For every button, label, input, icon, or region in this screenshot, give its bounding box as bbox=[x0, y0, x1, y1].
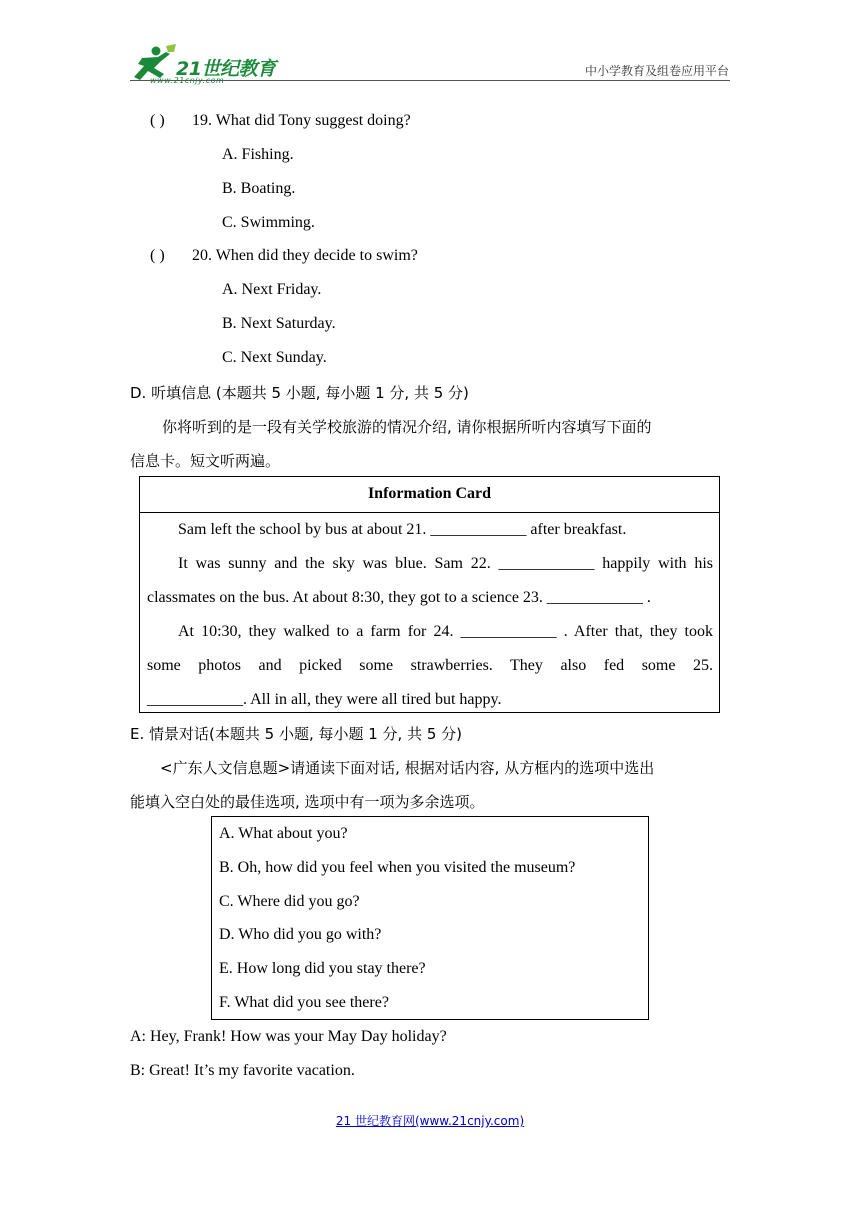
option-item: C. Where did you go? bbox=[219, 892, 360, 910]
answer-paren[interactable]: ( ) bbox=[150, 112, 165, 129]
logo-url: www.21cnjy.com bbox=[150, 76, 225, 85]
dialogue-line: B: Great! It’s my favorite vacation. bbox=[130, 1062, 355, 1079]
option-item: A. What about you? bbox=[219, 825, 348, 842]
option-item: B. Boating. bbox=[222, 180, 296, 197]
options-box bbox=[211, 816, 649, 1020]
answer-paren[interactable]: ( ) bbox=[150, 247, 165, 264]
card-line: At 10:30, they walked to a farm for 24. ____________ . After that, they took bbox=[178, 623, 713, 640]
header-divider bbox=[130, 80, 730, 81]
option-item: D. Who did you go with? bbox=[219, 926, 382, 944]
card-line: Sam left the school by bus at about 21. ____________ after breakfast. bbox=[178, 521, 627, 538]
logo-text: 21世纪教育 bbox=[176, 58, 276, 80]
logo bbox=[128, 44, 298, 88]
option-item: E. How long did you stay there? bbox=[219, 960, 426, 978]
dialogue-line: A: Hey, Frank! How was your May Day holiday? bbox=[130, 1028, 447, 1045]
footer-link[interactable]: 21 世纪教育网(www.21cnjy.com) bbox=[335, 1114, 525, 1128]
option-item: C. Next Sunday. bbox=[222, 349, 327, 366]
option-item: B. Oh, how did you feel when you visited the museum? bbox=[219, 858, 576, 876]
question-stem: 20. When did they decide to swim? bbox=[192, 247, 418, 264]
section-instruction: 你将听到的是一段有关学校旅游的情况介绍, 请你根据所听内容填写下面的 bbox=[162, 418, 652, 436]
section-instruction: 信息卡。短文听两遍。 bbox=[130, 452, 281, 470]
information-card bbox=[139, 476, 720, 713]
platform-name: 中小学教育及组卷应用平台 bbox=[584, 64, 729, 78]
section-instruction: <广东人文信息题>请通读下面对话, 根据对话内容, 从方框内的选项中选出 bbox=[160, 759, 655, 777]
section-heading: E. 情景对话(本题共 5 小题, 每小题 1 分, 共 5 分) bbox=[130, 725, 463, 743]
card-line: ____________. All in all, they were all tired but happy. bbox=[147, 691, 502, 708]
section-instruction: 能填入空白处的最佳选项, 选项中有一项为多余选项。 bbox=[130, 793, 485, 811]
option-item: B. Next Saturday. bbox=[222, 315, 336, 332]
option-item: F. What did you see there? bbox=[219, 993, 389, 1011]
card-line: It was sunny and the sky was blue. Sam 22. ____________ happily with his bbox=[178, 555, 713, 572]
question-stem: 19. What did Tony suggest doing? bbox=[192, 112, 411, 129]
section-heading: D. 听填信息 (本题共 5 小题, 每小题 1 分, 共 5 分) bbox=[130, 384, 469, 402]
card-title: Information Card bbox=[140, 477, 719, 513]
option-item: A. Next Friday. bbox=[222, 281, 322, 298]
card-line: some photos and picked some strawberries. They also fed some 25. bbox=[147, 657, 713, 674]
option-item: A. Fishing. bbox=[222, 146, 294, 163]
card-body bbox=[140, 513, 719, 717]
option-item: C. Swimming. bbox=[222, 214, 315, 231]
card-line: classmates on the bus. At about 8:30, they got to a science 23. ____________ . bbox=[147, 589, 651, 606]
